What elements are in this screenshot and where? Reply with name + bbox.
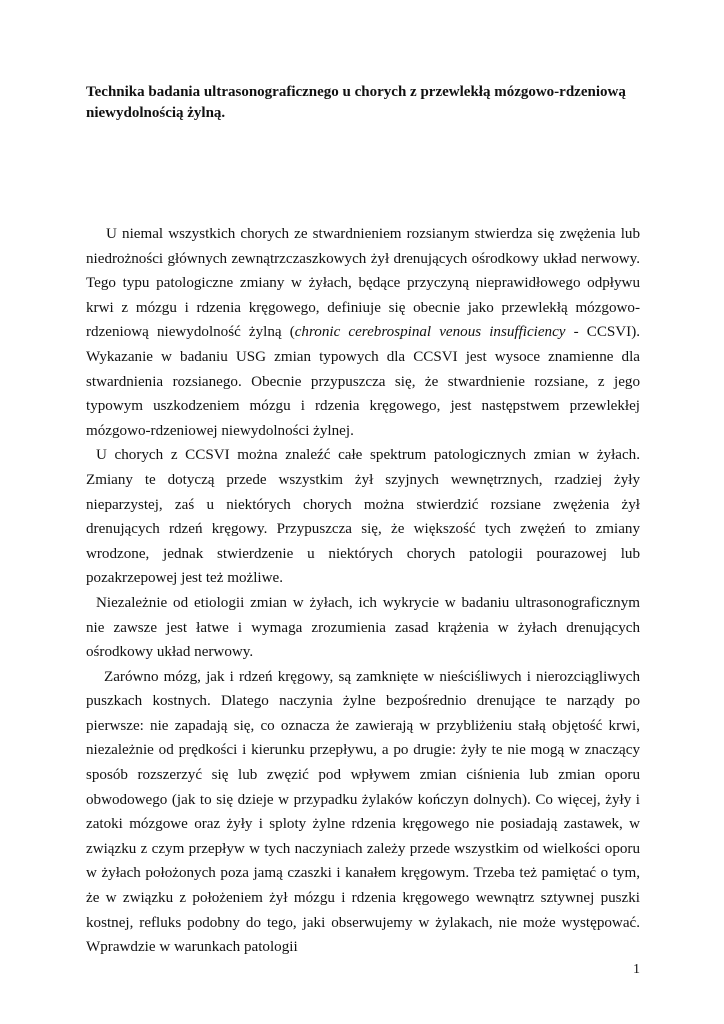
paragraph-3: Niezależnie od etiologii zmian w żyłach, ich wykrycie w badaniu ultrasonograficznym nie zawsze jest łatwe i wymaga zrozumienia zasad krążenia w żyłach drenujących ośrodkowy układ nerwowy. bbox=[86, 594, 640, 661]
paragraph-2: U chorych z CCSVI można znaleźć całe spektrum patologicznych zmian w żyłach. Zmiany te dotyczą przede wszystkim żył szyjnych wewnętrznych, rzadziej żyły nieparzystej, zaś u niektórych chorych można stwierdzić rozsiane zwężenia żył drenujących rdzeń kręgowy. Przypuszcza się, że większość tych zwężeń to zmiany wrodzone, jednak stwierdzenie u niektórych chorych patologii pourazowej lub pozakrzepowej jest też możliwe. bbox=[86, 447, 640, 587]
document-title: Technika badania ultrasonograficznego u chorych z przewlekłą mózgowo-rdzeniową niewydolnością żylną. bbox=[86, 84, 626, 121]
paragraph-1-text-end: - CCSVI). Wykazanie w badaniu USG zmian typowych dla CCSVI jest wysoce znamienne dla stwardnienia rozsianego. Obecnie przypuszcza się, że stwardnienie rozsiane, z jego typowym uszkodzeniem mózgu i rdzenia kręgowego, jest następstwem przewlekłej mózgowo-rdzeniowej niewydolności żylnej. bbox=[86, 324, 641, 439]
paragraph-1-text-start: U niemal wszystkich chorych ze stwardnieniem rozsianym stwierdza się zwężenia lub niedrożności głównych zewnątrzczaszkowych żył drenujących ośrodkowy układ nerwowy. Tego typu patologiczne zmiany w żyłach, będące przyczyną nieprawidłowego odpływu krwi z mózgu i rdzenia kręgowego, definiuje się obecnie jako przewlekłą mózgowo-rdzeniową niewydolność żylną ( bbox=[86, 226, 640, 341]
paragraph-4: Zarówno mózg, jak i rdzeń kręgowy, są zamknięte w nieściśliwych i nierozciągliwych puszkach kostnych. Dlatego naczynia żylne bezpośrednio drenujące te narządy po pierwsze: nie zapadają się, co oznacza że zawierają w przybliżeniu stałą objętość krwi, niezależnie od prędkości i kierunku przepływu, a po drugie: żyły te nie mogą w znaczący sposób rozszerzyć się lub zwęzić pod wpływem zmian ciśnienia lub zmian oporu obwodowego (jak to się dzieje w przypadku żylaków kończyn dolnych). Co więcej, żyły i zatoki mózgowe oraz żyły i sploty żylne rdzenia kręgowego nie posiadają zastawek, w związku z czym przepływ w tych naczyniach zależy przede wszystkim od wielkości oporu w żyłach położonych poza jamą czaszki i kanałem kręgowym. Trzeba też pamiętać o tym, że w związku z położeniem żył mózgu i rdzenia kręgowego wewnątrz sztywnej puszki kostnej, refluks podobny do tego, jaki obserwujemy w żylakach, nie może występować. Wprawdzie w warunkach patologii bbox=[86, 668, 640, 956]
document-body bbox=[86, 222, 640, 960]
paragraph-1-italic-term: chronic cerebrospinal venous insufficiency bbox=[294, 324, 566, 341]
page-number: 1 bbox=[633, 962, 640, 977]
paragraph-1 bbox=[86, 222, 640, 443]
